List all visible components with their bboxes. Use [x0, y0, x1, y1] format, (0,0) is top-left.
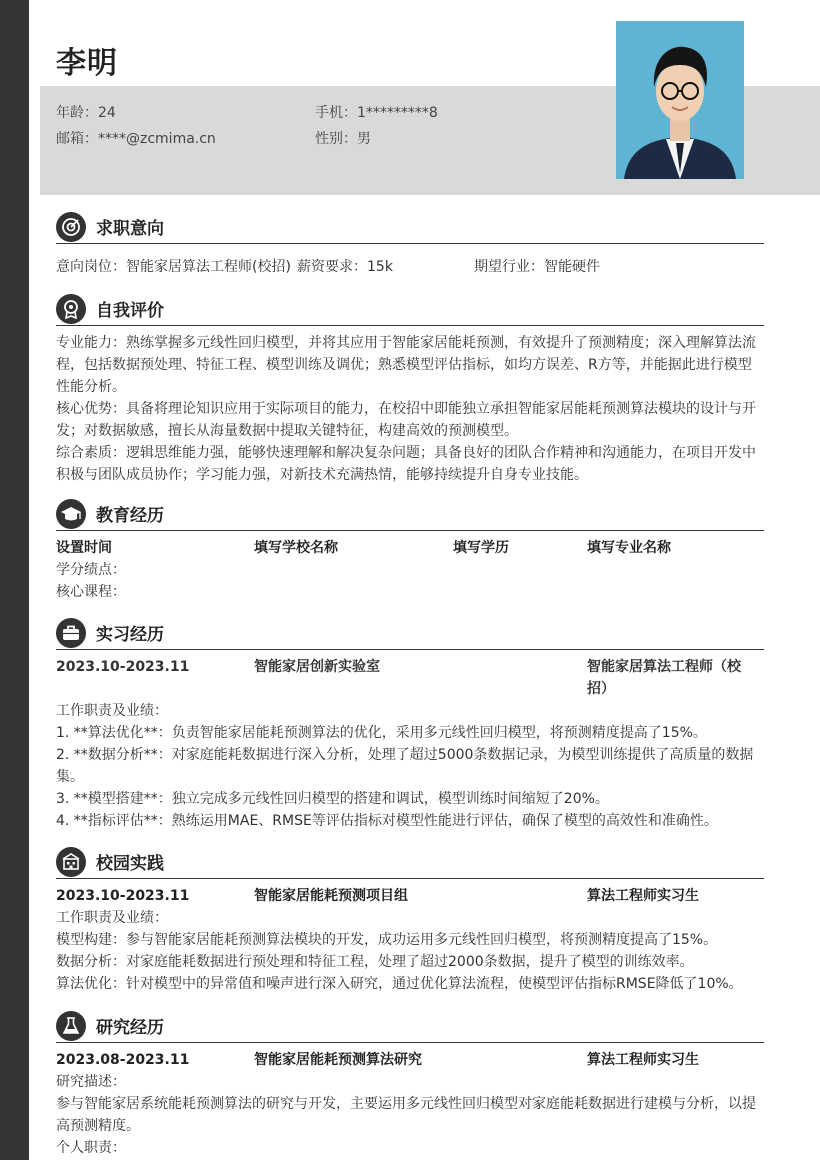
- campus-practice-header: [56, 845, 764, 879]
- education-school: 填写学校名称: [254, 540, 338, 556]
- internship-duty-item: 2. **数据分析**：对家庭能耗数据进行深入分析，处理了超过5000条数据记录，为模型训练提供了高质量的数据集。: [56, 747, 754, 785]
- target-icon: [56, 212, 86, 242]
- research-title: 研究经历: [96, 1018, 164, 1038]
- education-gpa: 学分绩点：: [56, 562, 126, 578]
- graduation-cap-icon: [56, 499, 86, 529]
- research-role: 算法工程师实习生: [587, 1052, 699, 1068]
- internship-duty-label: 工作职责及业绩：: [56, 703, 168, 719]
- gender-info: 性别：男: [315, 131, 371, 147]
- campus-practice-section: [56, 845, 764, 995]
- medal-icon: [56, 294, 86, 324]
- campus-duty-item: 算法优化：针对模型中的异常值和噪声进行深入研究，通过优化算法流程，使模型评估指标RMSE降低了10%。: [56, 976, 743, 992]
- internship-time: 2023.10-2023.11: [56, 659, 190, 675]
- internship-role: 智能家居算法工程师（校招）: [587, 659, 741, 697]
- campus-building-icon: [56, 847, 86, 877]
- campus-duty-item: 数据分析：对家庭能耗数据进行预处理和特征工程，处理了超过2000条数据，提升了模型的训练效率。: [56, 954, 694, 970]
- education-section: [56, 497, 764, 603]
- internship-duty-item: 3. **模型搭建**：独立完成多元线性回归模型的搭建和调试，模型训练时间缩短了20%。: [56, 791, 609, 807]
- education-courses: 核心课程：: [56, 584, 126, 600]
- job-intent-header: [56, 210, 764, 244]
- education-time: 设置时间: [56, 540, 112, 556]
- age-info: 年龄：24: [56, 105, 116, 121]
- self-eval-paragraph: 专业能力：熟练掌握多元线性回归模型，并将其应用于智能家居能耗预测，有效提升了预测精度；深入理解算法流程，包括数据预处理、特征工程、模型训练及调优；熟悉模型评估指标，如均方误差、R方等，并能据此进行模型性能分析。: [56, 335, 756, 395]
- email-info: 邮箱：****@zcmima.cn: [56, 131, 216, 147]
- research-time: 2023.08-2023.11: [56, 1052, 190, 1068]
- research-desc: 参与智能家居系统能耗预测算法的研究与开发，主要运用多元线性回归模型对家庭能耗数据进行建模与分析，以提高预测精度。: [56, 1096, 756, 1134]
- intent-position: 意向岗位：智能家居算法工程师(校招): [56, 259, 291, 275]
- internship-org: 智能家居创新实验室: [254, 659, 380, 675]
- education-title: 教育经历: [96, 506, 164, 526]
- self-eval-paragraph: 核心优势：具备将理论知识应用于实际项目的能力，在校招中即能独立承担智能家居能耗预测算法模块的设计与开发；对数据敏感，擅长从海量数据中提取关键特征，构建高效的预测模型。: [56, 401, 756, 439]
- research-header: [56, 1009, 764, 1043]
- intent-industry: 期望行业：智能硬件: [474, 259, 600, 275]
- flask-icon: [56, 1011, 86, 1041]
- research-org: 智能家居能耗预测算法研究: [254, 1052, 422, 1068]
- research-section: [56, 1009, 764, 1159]
- left-sidebar-bar: [0, 0, 29, 1160]
- campus-role: 算法工程师实习生: [587, 888, 699, 904]
- campus-duty-label: 工作职责及业绩：: [56, 910, 168, 926]
- education-header: [56, 497, 764, 531]
- briefcase-icon: [56, 618, 86, 648]
- research-duty-label: 个人职责：: [56, 1140, 126, 1156]
- education-degree: 填写学历: [453, 540, 509, 556]
- phone-info: 手机：1*********8: [315, 105, 438, 121]
- campus-practice-title: 校园实践: [96, 854, 164, 874]
- campus-org: 智能家居能耗预测项目组: [254, 888, 408, 904]
- intent-salary: 薪资要求：15k: [297, 259, 393, 275]
- internship-title: 实习经历: [96, 625, 164, 645]
- candidate-name: 李明: [56, 46, 118, 81]
- profile-photo: [616, 21, 744, 179]
- internship-duty-item: 4. **指标评估**：熟练运用MAE、RMSE等评估指标对模型性能进行评估，确保了模型的高效性和准确性。: [56, 813, 718, 829]
- campus-duty-item: 模型构建：参与智能家居能耗预测算法模块的开发，成功运用多元线性回归模型，将预测精度提高了15%。: [56, 932, 718, 948]
- research-desc-label: 研究描述：: [56, 1074, 126, 1090]
- self-eval-paragraph: 综合素质：逻辑思维能力强，能够快速理解和解决复杂问题；具备良好的团队合作精神和沟通能力，在项目开发中积极与团队成员协作；学习能力强，对新技术充满热情，能够持续提升自身专业技能。: [56, 445, 756, 483]
- job-intent-title: 求职意向: [96, 219, 164, 239]
- education-major: 填写专业名称: [587, 540, 671, 556]
- internship-section: [56, 616, 764, 832]
- internship-header: [56, 616, 764, 650]
- self-evaluation-section: [56, 292, 764, 486]
- self-evaluation-header: [56, 292, 764, 326]
- self-evaluation-title: 自我评价: [96, 301, 164, 321]
- internship-duty-item: 1. **算法优化**：负责智能家居能耗预测算法的优化，采用多元线性回归模型，将预测精度提高了15%。: [56, 725, 707, 741]
- job-intent-section: [56, 210, 764, 278]
- campus-time: 2023.10-2023.11: [56, 888, 190, 904]
